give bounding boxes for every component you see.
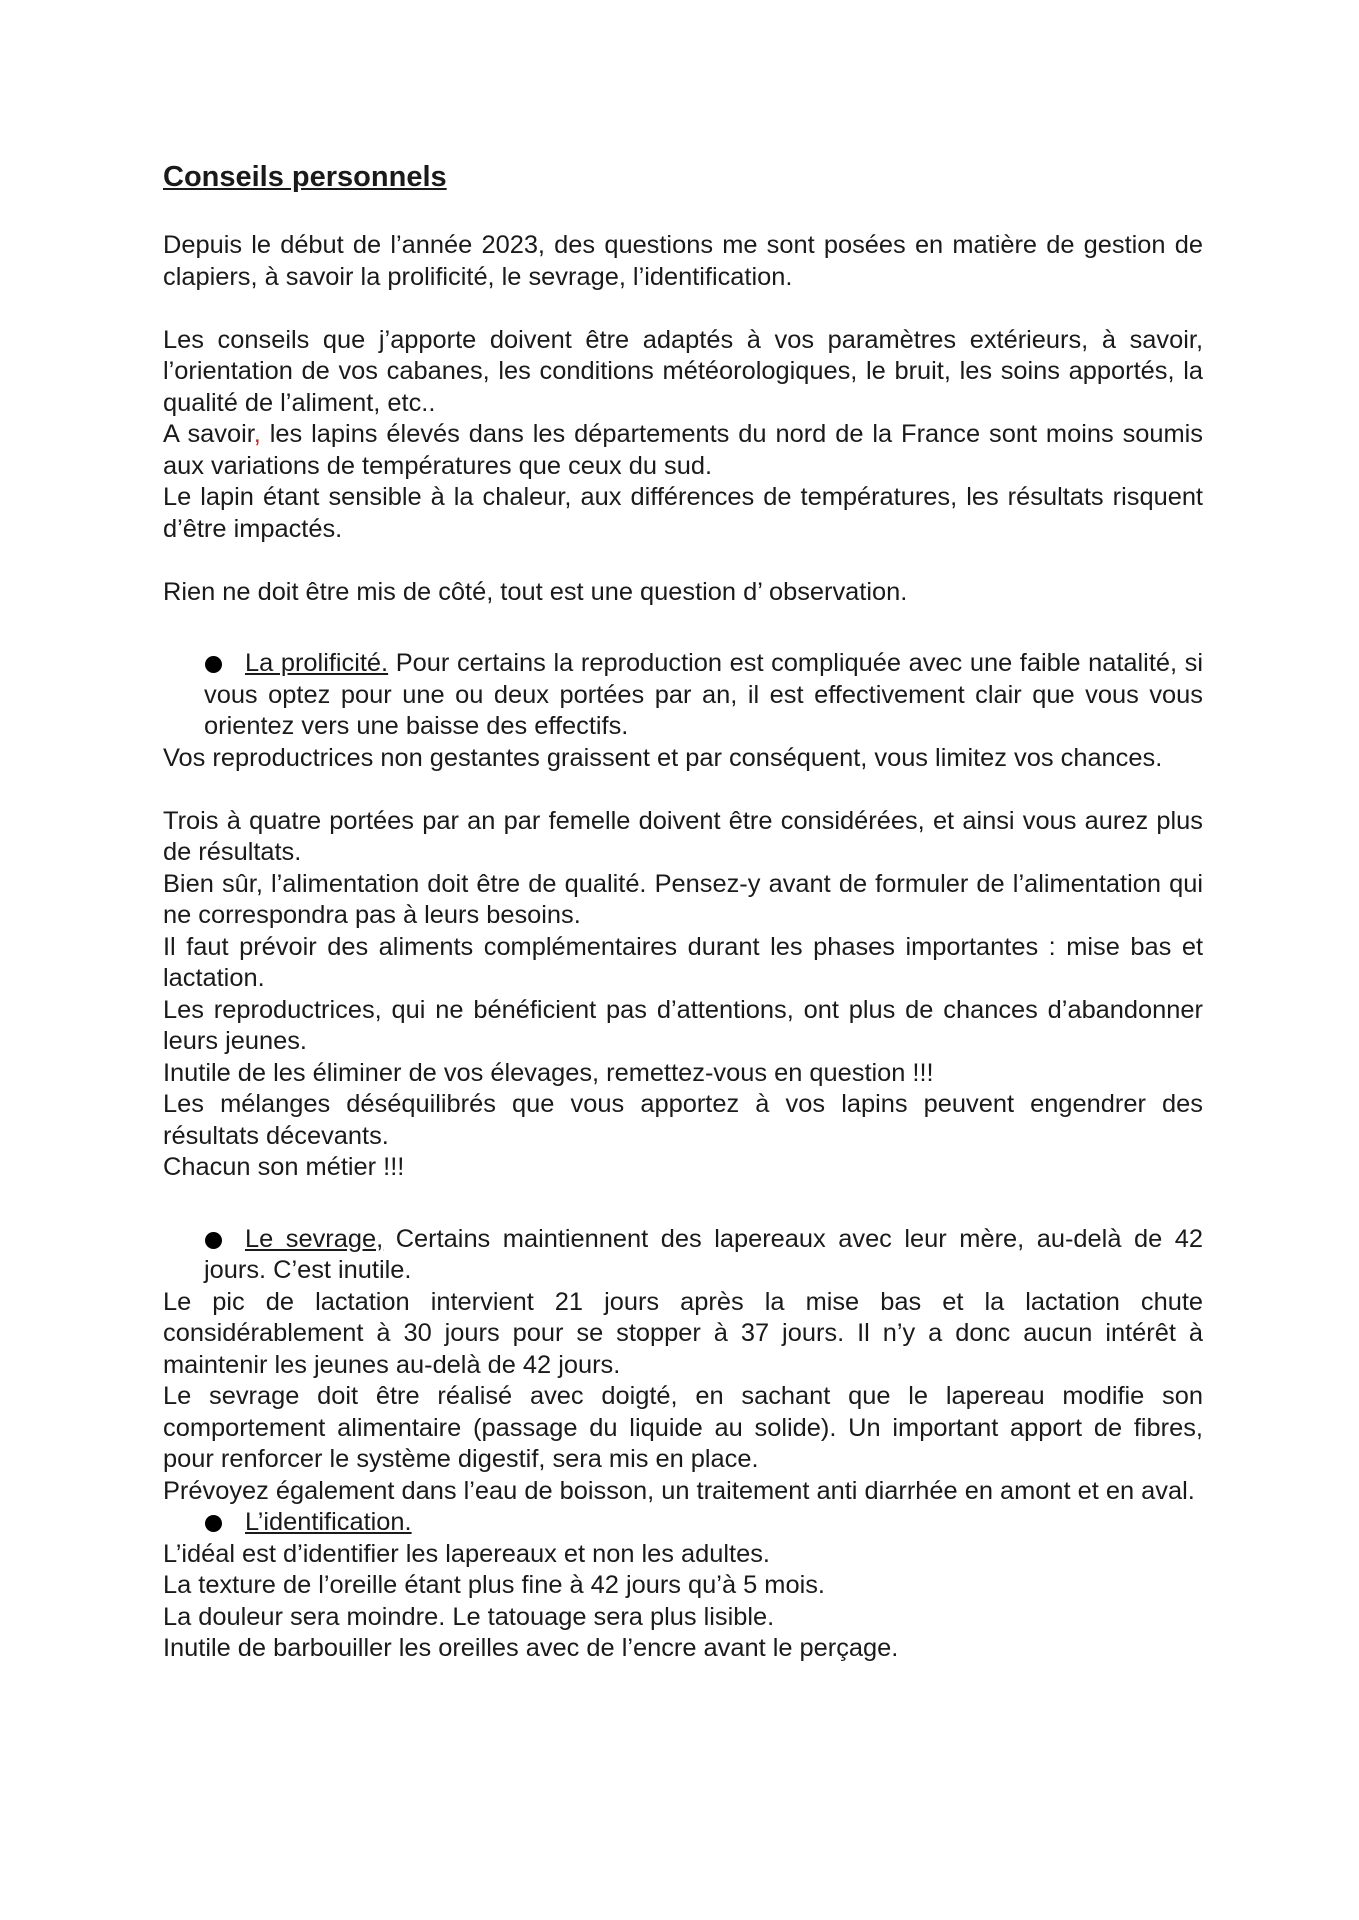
prolificite-heading: La prolificité. — [245, 649, 389, 677]
sevrage-heading: Le sevrage, — [245, 1224, 384, 1253]
asavoir-paragraph — [163, 419, 1203, 482]
asavoir-start: A savoir — [163, 420, 254, 448]
identification-p1: L’idéal est d’identifier les lapereaux et non les adultes. — [163, 1539, 770, 1568]
prolificite-p6: Inutile de les éliminer de vos élevages, remettez-vous en question !!! — [163, 1058, 934, 1087]
sevrage-text: Certains maintiennent des lapereaux avec leur mère, au-delà de 42 jours. C’est inutile. — [204, 1224, 1203, 1284]
sevrage-p3: Prévoyez également dans l’eau de boisson, un traitement anti diarrhée en amont et en aval. — [163, 1476, 1195, 1505]
identification-p2: La texture de l’oreille étant plus fine à 42 jours qu’à 5 mois. — [163, 1571, 825, 1599]
identification-p4: Inutile de barbouiller les oreilles avec de l’encre avant le perçage. — [163, 1634, 899, 1662]
prolificite-p4: Il faut prévoir des aliments complémentaires durant les phases importantes : mise bas et lactation. — [163, 932, 1203, 992]
sevrage-bullet — [163, 1224, 1203, 1287]
conseils-paragraph: Les conseils que j’apporte doivent être adaptés à vos paramètres extérieurs, à savoir, l’orientation de vos cabanes, les conditions météorologiques, le bruit, les soins apportés, la qualité de l’aliment, etc.. — [163, 325, 1203, 417]
observation-paragraph: Rien ne doit être mis de côté, tout est une question d’ observation. — [163, 577, 908, 606]
intro-paragraph: Depuis le début de l’année 2023, des questions me sont posées en matière de gestion de clapiers, à savoir la prolificité, le sevrage, l’identification. — [163, 231, 1203, 291]
identification-heading: L’identification. — [245, 1508, 412, 1536]
bullet-dot-icon — [205, 1232, 222, 1249]
page-title: Conseils personnels — [163, 161, 447, 193]
prolificite-p7: Les mélanges déséquilibrés que vous apportez à vos lapins peuvent engendrer des résultats décevants. — [163, 1090, 1203, 1150]
document-page — [163, 160, 1203, 1665]
prolificite-bullet — [163, 648, 1203, 743]
lapin-chaleur-paragraph: Le lapin étant sensible à la chaleur, aux différences de températures, les résultats risquent d’être impactés. — [163, 483, 1203, 543]
prolificite-p8: Chacun son métier !!! — [163, 1153, 405, 1181]
asavoir-comma: , — [253, 420, 261, 448]
sevrage-p1: Le pic de lactation intervient 21 jours après la mise bas et la lactation chute considérablement à 30 jours pour se stopper à 37 jours. Il n’y a donc aucun intérêt à maintenir les jeunes au-delà de 42 jours. — [163, 1287, 1203, 1379]
sevrage-p2: Le sevrage doit être réalisé avec doigté, en sachant que le lapereau modifie son comportement alimentaire (passage du liquide au solide). Un important apport de fibres, pour renforcer le système digestif, sera mis en place. — [163, 1382, 1203, 1473]
prolificite-p2: Trois à quatre portées par an par femelle doivent être considérées, et ainsi vous aurez plus de résultats. — [163, 806, 1203, 866]
identification-p3: La douleur sera moindre. Le tatouage sera plus lisible. — [163, 1602, 775, 1631]
bullet-dot-icon — [205, 1515, 222, 1532]
prolificite-p1: Vos reproductrices non gestantes graissent et par conséquent, vous limitez vos chances. — [163, 743, 1163, 772]
identification-bullet — [163, 1507, 1203, 1539]
asavoir-rest: les lapins élevés dans les départements du nord de la France sont moins soumis aux variations de températures que ceux du sud. — [163, 420, 1203, 480]
prolificite-p5: Les reproductrices, qui ne bénéficient pas d’attentions, ont plus de chances d’abandonner leurs jeunes. — [163, 995, 1203, 1055]
prolificite-p3: Bien sûr, l’alimentation doit être de qualité. Pensez-y avant de formuler de l’alimentation qui ne correspondra pas à leurs besoins. — [163, 869, 1203, 929]
bullet-dot-icon — [205, 656, 222, 673]
prolificite-text: Pour certains la reproduction est compliquée avec une faible natalité, si vous optez pour une ou deux portées par an, il est effectivement clair que vous vous orientez vers une baisse des effectifs. — [204, 649, 1203, 740]
